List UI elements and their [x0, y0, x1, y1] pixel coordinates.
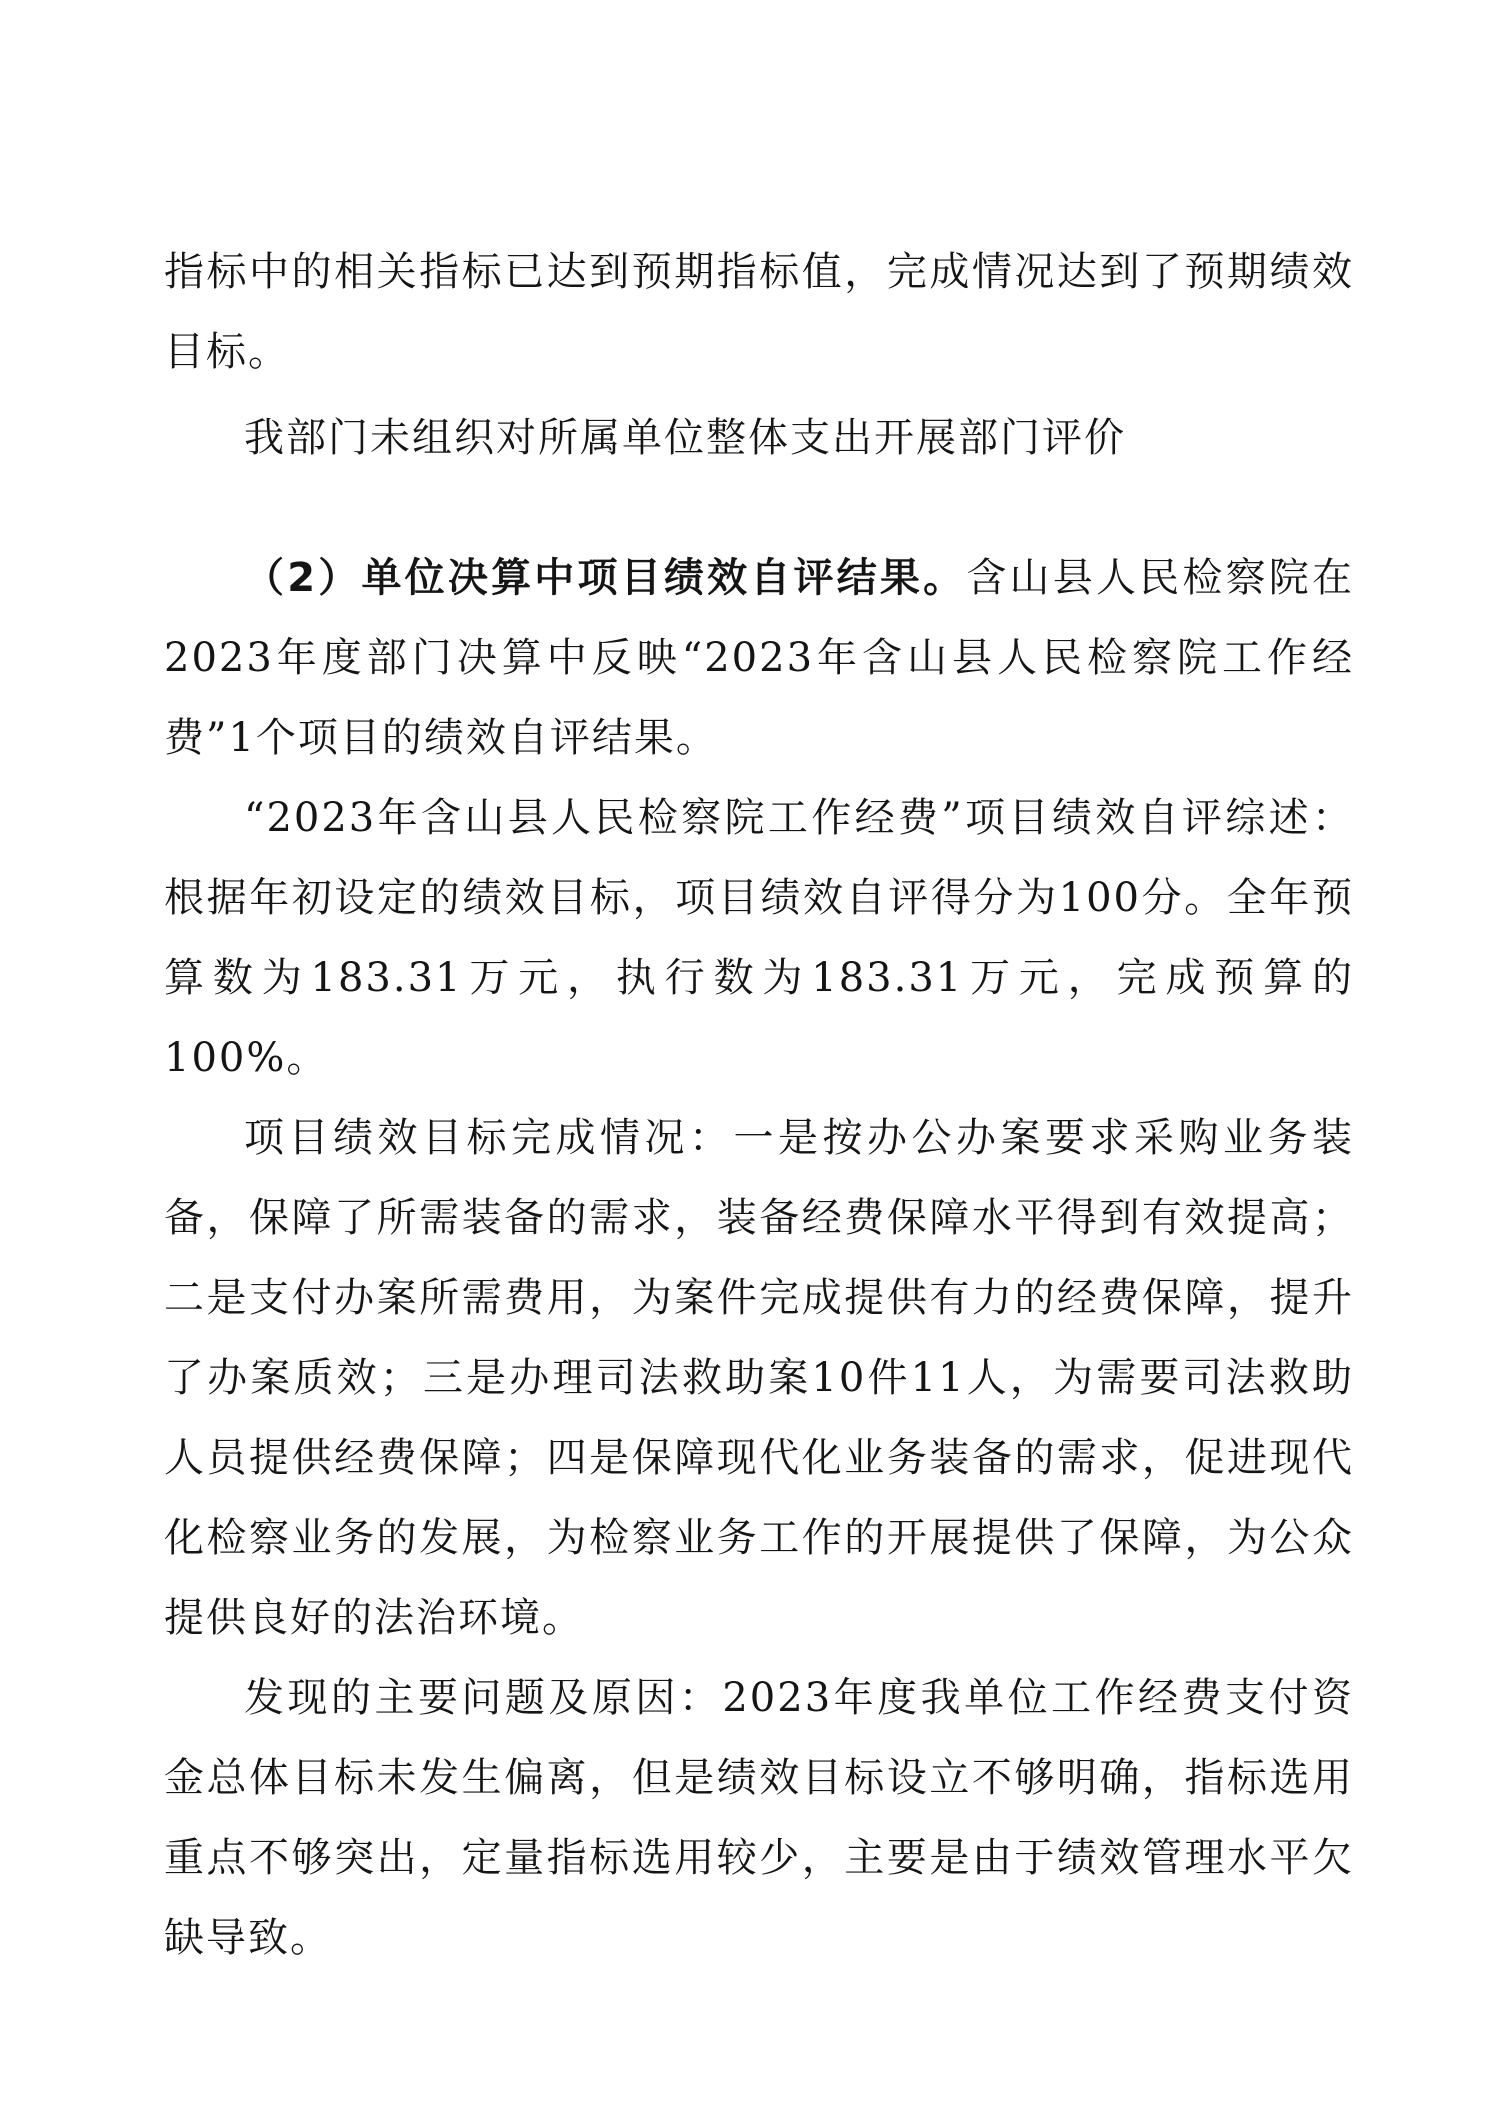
paragraph-self-evaluation-summary: “2023年含山县人民检察院工作经费”项目绩效自评综述：根据年初设定的绩效目标，项目绩效自评得分为100分。全年预算数为183.31万元，执行数为183.31万元，完成预算的100%。: [164, 795, 1354, 1081]
paragraph-goal-completion: 项目绩效目标完成情况：一是按办公办案要求采购业务装备，保障了所需装备的需求，装备经费保障水平得到有效提高；二是支付办案所需费用，为案件完成提供有力的经费保障，提升了办案质效；三是办理司法救助案10件11人，为需要司法救助人员提供经费保障；四是保障现代化业务装备的需求，促进现代化检察业务的发展，为检察业务工作的开展提供了保障，为公众提供良好的法治环境。: [164, 1115, 1354, 1641]
paragraph-indicator-conclusion: 指标中的相关指标已达到预期指标值，完成情况达到了预期绩效目标。: [164, 249, 1354, 375]
paragraph-problems-causes: 发现的主要问题及原因：2023年度我单位工作经费支付资金总体目标未发生偏离，但是绩效目标设立不够明确，指标选用重点不够突出，定量指标选用较少，主要是由于绩效管理水平欠缺导致。: [164, 1675, 1354, 1961]
section-heading: （2）单位决算中项目绩效自评结果。: [244, 555, 967, 601]
section-heading-text: 含山县人民检察院在2023年度部门决算中反映“2023年含山县人民检察院工作经费”1个项目的绩效自评结果。: [164, 555, 1354, 761]
paragraph-no-evaluation: 我部门未组织对所属单位整体支出开展部门评价: [244, 415, 1126, 461]
paragraph-project-self-evaluation: [164, 538, 1354, 778]
document-body: [164, 232, 1354, 1978]
